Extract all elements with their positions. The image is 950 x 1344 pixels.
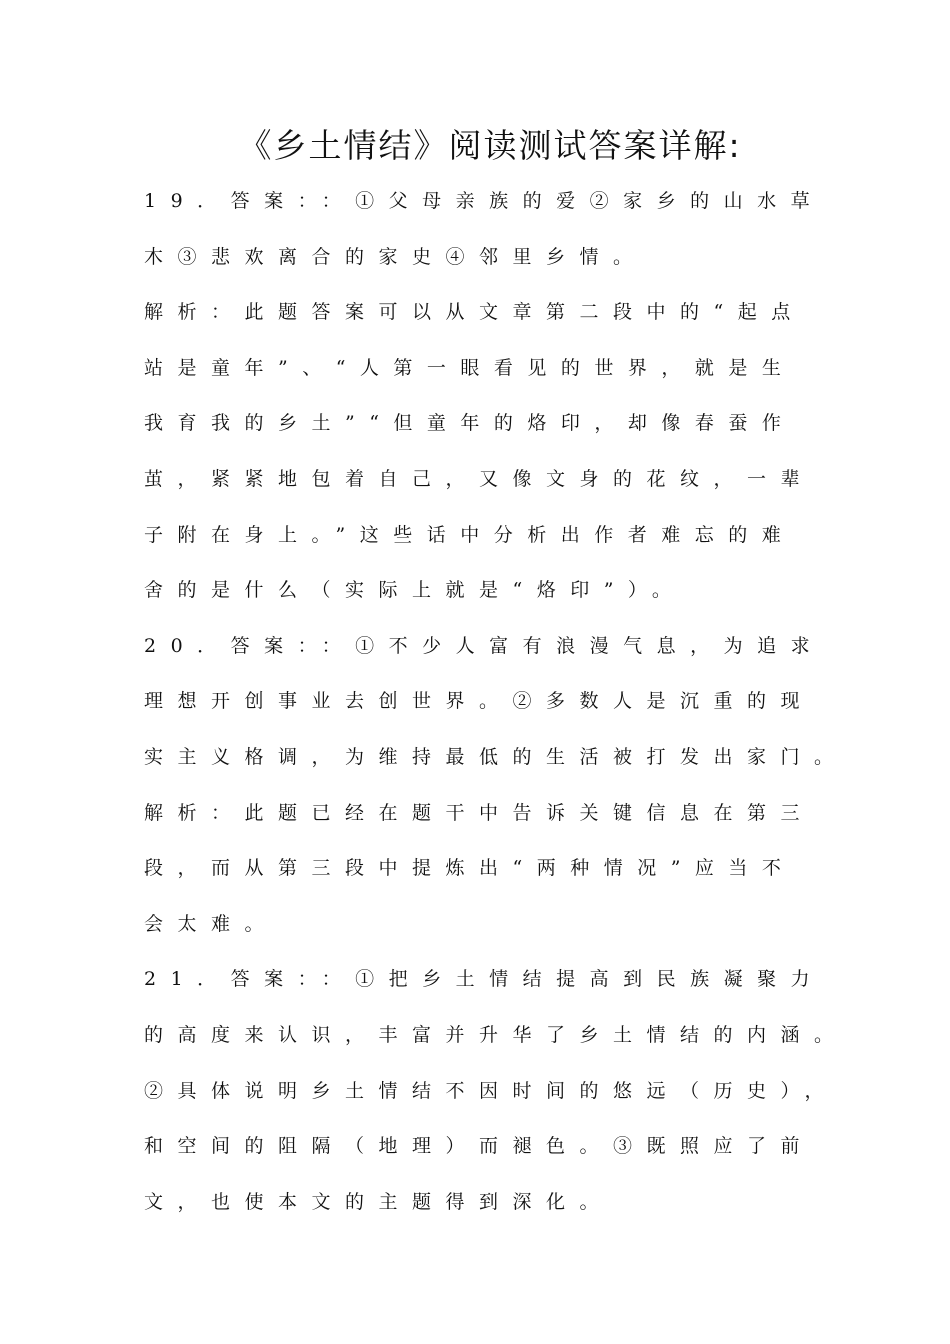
q20-analysis-line-3: 会太难。 [144,912,279,935]
q20-analysis-line-1: 解析：此题已经在题干中告诉关键信息在第三 [144,801,815,824]
q20-answer-line-2: 理想开创事业去创世界。②多数人是沉重的现 [144,690,815,713]
q19-answer-line-1: 19．答案：：①父母亲族的爱②家乡的山水草 [144,190,825,212]
q19-analysis-line-1: 解析：此题答案可以从文章第二段中的“起点 [144,301,805,324]
q20-analysis-line-2: 段，而从第三段中提炼出“两种情况”应当不 [144,857,796,880]
q19-analysis-line-2: 站是童年”、“人第一眼看见的世界，就是生 [144,356,796,379]
q21-answer-line-5: 文，也使本文的主题得到深化。 [144,1190,614,1213]
q21-answer-line-3: ②具体说明乡土情结不因时间的悠远（历史）， [144,1079,839,1102]
q21-answer-line-2: 的高度来认识，丰富并升华了乡土情结的内涵。 [144,1023,848,1046]
q19-analysis-line-6: 舍的是什么（实际上就是“烙印”）。 [144,579,686,602]
q19-analysis-line-4: 茧，紧紧地包着自己，又像文身的花纹，一辈 [144,467,815,490]
q21-answer-line-4: 和空间的阻隔（地理）而褪色。③既照应了前 [144,1135,815,1158]
document-title: 《乡土情结》阅读测试答案详解: [238,126,742,165]
q19-analysis-line-5: 子附在身上。”这些话中分析出作者难忘的难 [144,523,796,546]
q19-analysis-line-3: 我育我的乡土”“但童年的烙印，却像春蚕作 [144,412,796,435]
q21-answer-line-1: 21．答案：：①把乡土情结提高到民族凝聚力 [144,968,825,991]
answer-body [144,180,848,1236]
q20-answer-line-3: 实主义格调，为维持最低的生活被打发出家门。 [144,745,848,768]
q20-answer-line-1: 20．答案：：①不少人富有浪漫气息，为追求 [144,634,825,657]
q19-answer-line-2: 木③悲欢离合的家史④邻里乡情。 [144,245,647,268]
